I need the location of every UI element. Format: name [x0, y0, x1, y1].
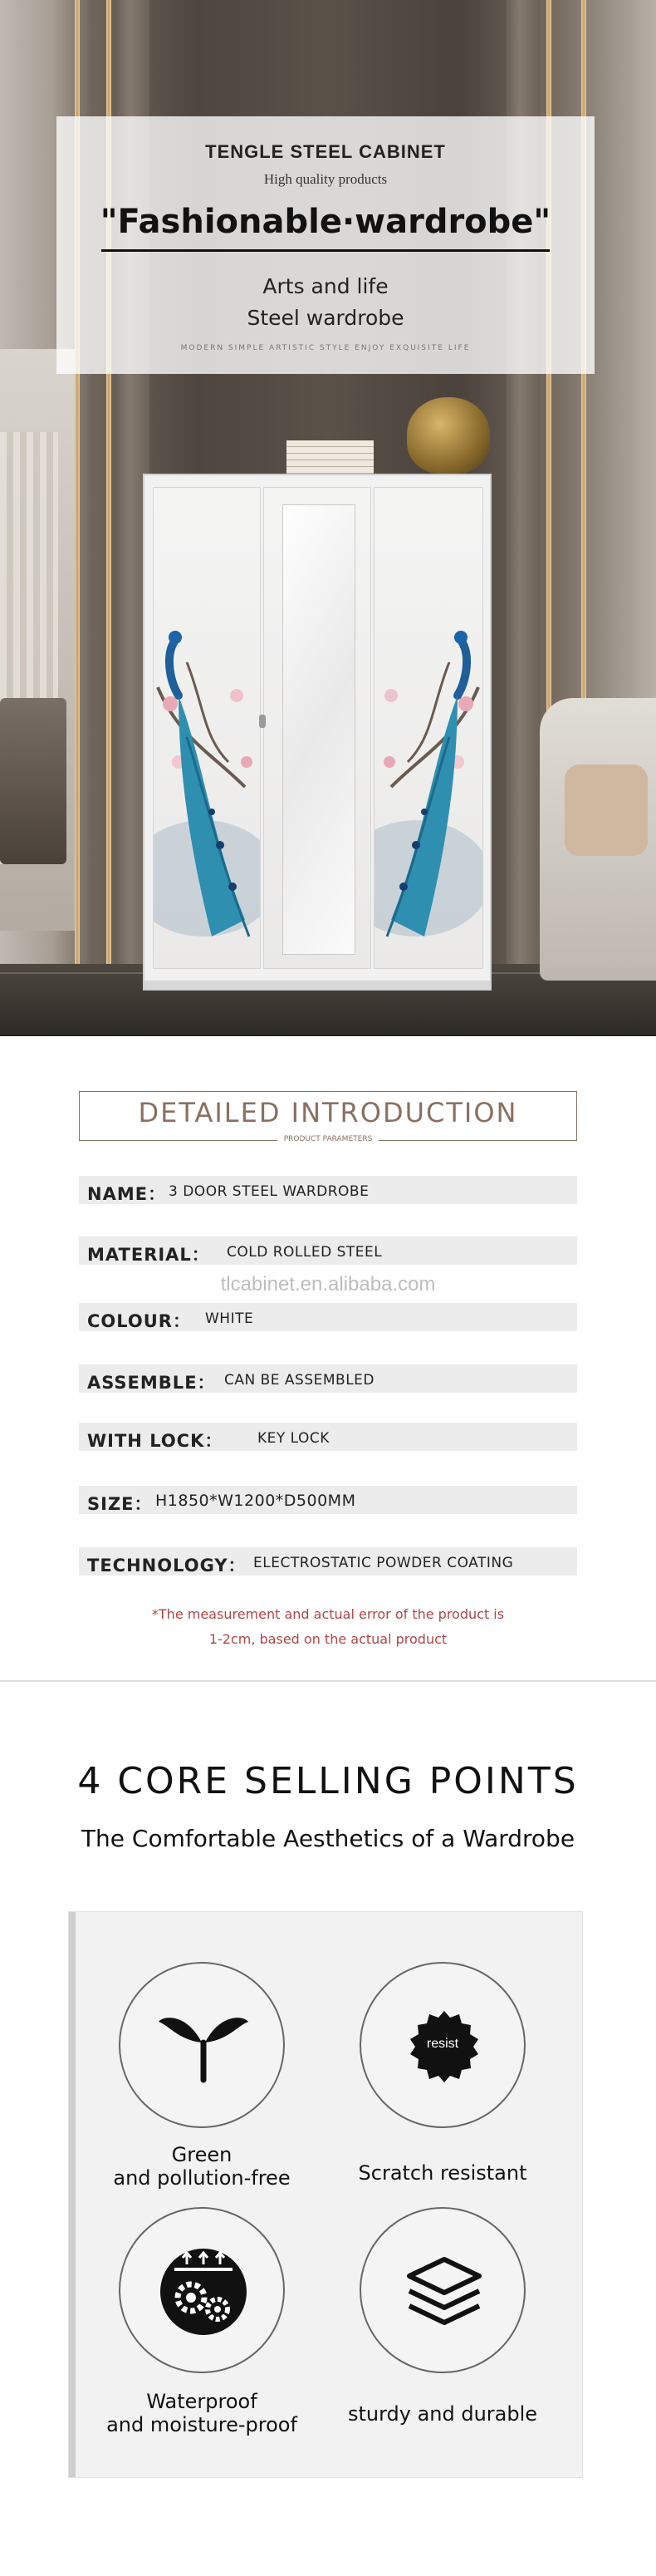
- spec-key: MATERIAL：: [87, 1245, 210, 1265]
- spec-value: CAN BE ASSEMBLED: [224, 1372, 375, 1389]
- peacock-art-right: [375, 488, 483, 969]
- mirror: [282, 504, 355, 955]
- wardrobe-base: [144, 981, 490, 989]
- resist-badge-text: resist: [426, 2037, 459, 2051]
- brand-subtitle: High quality products: [263, 171, 388, 187]
- detail-title-box: [79, 1091, 577, 1141]
- selling-point-label: Green and pollution-free: [113, 2143, 291, 2190]
- selling-points-panel: [68, 1911, 583, 2478]
- note-line-2: 1-2cm, based on the actual product: [208, 1631, 448, 1647]
- spec-value: WHITE: [205, 1310, 254, 1327]
- hero-tagline: MODERN SIMPLE ARTISTIC STYLE ENJOY EXQUISITE LIFE: [180, 344, 471, 352]
- brand-name: TENGLE STEEL CABINET: [205, 141, 446, 162]
- spec-row-name: [79, 1176, 577, 1204]
- hero-line-1: Arts and life: [262, 274, 389, 298]
- detail-title: DETAILED INTRODUCTION: [138, 1097, 518, 1128]
- detail-subtitle: PRODUCT PARAMETERS: [277, 1135, 379, 1143]
- wardrobe-right-door: [374, 487, 483, 969]
- section-divider: [0, 1035, 656, 1036]
- section-divider: [0, 1680, 656, 1682]
- wardrobe-mirror-door: [263, 487, 371, 969]
- key-lock: [259, 715, 266, 728]
- spec-key: NAME：: [87, 1184, 167, 1204]
- spec-row-colour: [79, 1303, 577, 1331]
- peacock-art-left: [154, 488, 261, 969]
- spec-value: 3 DOOR STEEL WARDROBE: [169, 1183, 370, 1200]
- spec-row-material: [79, 1236, 577, 1265]
- spec-key: COLOUR：: [87, 1311, 191, 1331]
- spec-row-size: [79, 1486, 577, 1514]
- layers-icon: [403, 2254, 486, 2329]
- selling-point-circle: [119, 2207, 285, 2373]
- spec-key: TECHNOLOGY：: [87, 1556, 247, 1576]
- measurement-note: [116, 1602, 540, 1652]
- hero-headline: "Fashionable·wardrobe": [100, 203, 551, 241]
- spec-row-lock: [79, 1423, 577, 1451]
- selling-points-subtitle: The Comfortable Aesthetics of a Wardrobe: [81, 1825, 575, 1852]
- selling-point-label: Waterproof and moisture-proof: [106, 2390, 297, 2436]
- gold-vase: [407, 397, 490, 474]
- sprout-icon: [154, 1997, 253, 2097]
- spec-value: ELECTROSTATIC POWDER COATING: [253, 1555, 514, 1571]
- wardrobe-image: [143, 474, 492, 991]
- book-stack: [286, 440, 374, 474]
- selling-point-circle: [119, 1962, 285, 2128]
- selling-point-label: sturdy and durable: [347, 2402, 538, 2426]
- panel-edge: [69, 1912, 76, 2477]
- spec-key: SIZE：: [87, 1494, 153, 1514]
- wardrobe-left-door: [153, 487, 261, 969]
- spec-row-assemble: [79, 1364, 577, 1393]
- hero-line-2: Steel wardrobe: [247, 306, 404, 330]
- headline-underline: [101, 249, 550, 252]
- waterproof-gears-icon: [158, 2246, 249, 2338]
- selling-point-circle: [360, 1962, 526, 2128]
- spec-value: H1850*W1200*D500MM: [155, 1492, 356, 1510]
- watermark: tlcabinet.en.alibaba.com: [220, 1273, 436, 1295]
- spec-key: WITH LOCK：: [87, 1431, 223, 1451]
- spec-value: KEY LOCK: [257, 1430, 330, 1447]
- spec-row-technology: [79, 1547, 577, 1576]
- armchair: [540, 698, 656, 981]
- selling-points-title: 4 CORE SELLING POINTS: [77, 1760, 579, 1802]
- hero-banner: [0, 0, 656, 1035]
- note-line-1: *The measurement and actual error of the product is: [151, 1606, 505, 1622]
- spec-key: ASSEMBLE：: [87, 1373, 216, 1393]
- selling-point-label: Scratch resistant: [358, 2161, 527, 2185]
- hero-title-card: [56, 116, 595, 374]
- selling-point-circle: [360, 2207, 526, 2373]
- room-bed: [0, 698, 66, 864]
- spec-value: COLD ROLLED STEEL: [227, 1244, 383, 1261]
